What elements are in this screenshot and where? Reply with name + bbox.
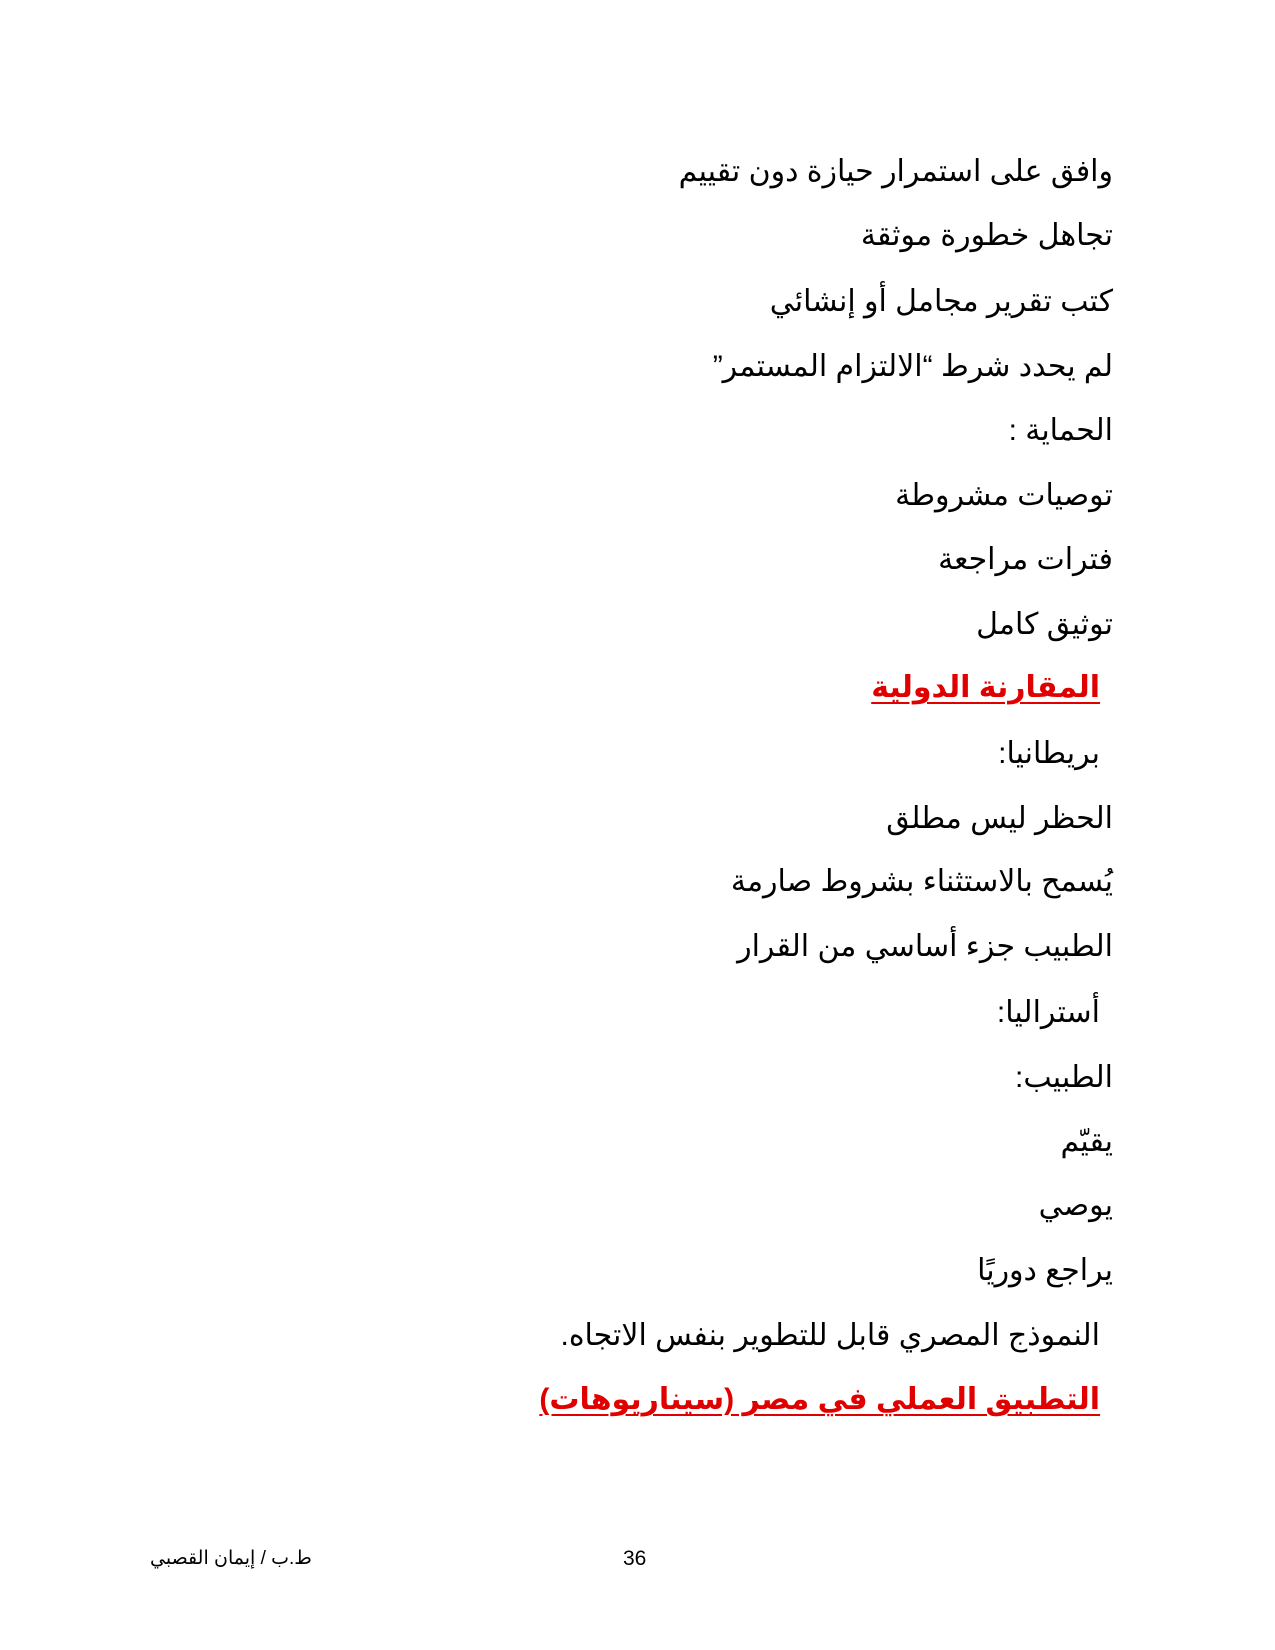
- text-line: يُسمح بالاستثناء بشروط صارمة: [730, 865, 1113, 898]
- text-line: كتب تقرير مجامل أو إنشائي: [769, 285, 1113, 318]
- text-line: يراجع دوريًا: [977, 1254, 1113, 1287]
- text-line: يقيّم: [1060, 1125, 1113, 1158]
- section-heading-practical-application: التطبيق العملي في مصر (سيناريوهات): [539, 1383, 1100, 1416]
- text-line: الطبيب:: [1015, 1061, 1113, 1094]
- section-heading-international-comparison: المقارنة الدولية: [871, 671, 1100, 704]
- text-line: الحظر ليس مطلق: [886, 802, 1113, 835]
- text-line: الحماية :: [1008, 414, 1113, 447]
- text-line: يوصي: [1038, 1189, 1113, 1222]
- page-number: 36: [623, 1547, 647, 1570]
- text-line: بريطانيا:: [998, 737, 1100, 770]
- text-line: توثيق كامل: [976, 608, 1113, 641]
- footer-author: ط.ب / إيمان القصبي: [150, 1548, 312, 1569]
- text-line: تجاهل خطورة موثقة: [860, 219, 1113, 252]
- text-line: الطبيب جزء أساسي من القرار: [737, 930, 1113, 963]
- text-line: فترات مراجعة: [938, 543, 1113, 576]
- text-line: النموذج المصري قابل للتطوير بنفس الاتجاه.: [560, 1319, 1100, 1352]
- text-line: توصيات مشروطة: [895, 479, 1113, 512]
- text-line: أستراليا:: [996, 996, 1100, 1029]
- text-line: وافق على استمرار حيازة دون تقييم: [678, 155, 1113, 188]
- text-line: لم يحدد شرط “الالتزام المستمر”: [712, 350, 1113, 383]
